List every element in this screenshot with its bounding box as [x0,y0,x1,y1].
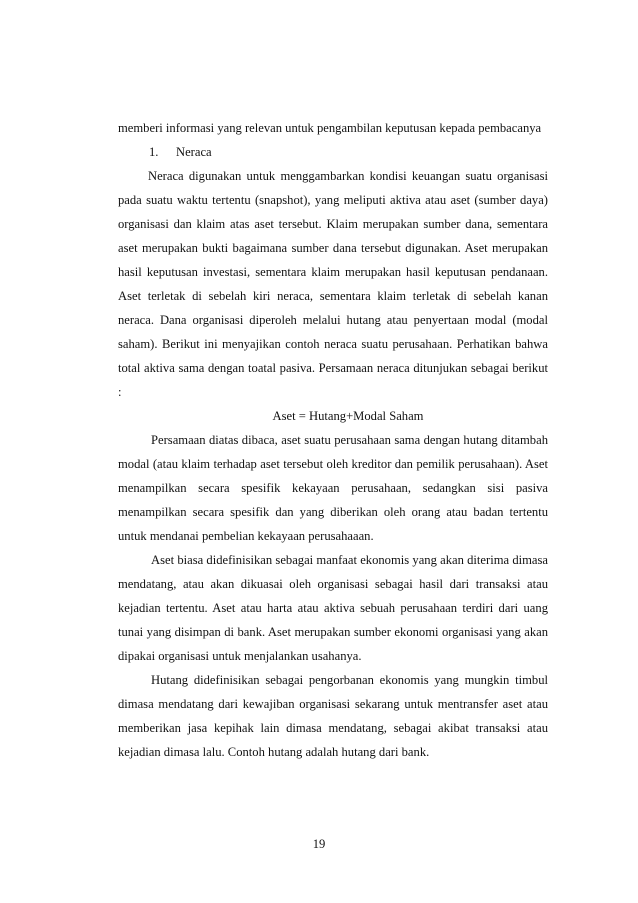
section-title: Neraca [176,145,212,159]
body-text [118,116,548,764]
page-number: 19 [312,837,326,851]
paragraph-hutang: Hutang didefinisikan sebagai pengorbanan ekonomis yang mungkin timbul dimasa mendatang dari kewajiban organisasi sekarang untuk mentransfer aset atau memberikan jasa kepihak lain dimasa mendatang, sebagai akibat transaksi atau kejadian dimasa lalu. Contoh hutang adalah hutang dari bank. [118,673,548,759]
section-number: 1. [149,145,159,159]
paragraph-aset: Aset biasa didefinisikan sebagai manfaat ekonomis yang akan diterima dimasa mendatang, atau akan dikuasai oleh organisasi sebagai hasil dari transaksi atau kejadian tertentu. Aset atau harta atau aktiva sebuah perusahaan terdiri dari uang tunai yang disimpan di bank. Aset merupakan sumber ekonomi organisasi yang akan dipakai organisasi untuk menjalankan usahanya. [118,553,548,663]
intro-paragraph: memberi informasi yang relevan untuk pengambilan keputusan kepada pembacanya [118,121,542,135]
paragraph-persamaan: Persamaan diatas dibaca, aset suatu perusahaan sama dengan hutang ditambah modal (atau klaim terhadap aset tersebut oleh kreditor dan pemilik perusahaan). Aset menampilkan secara spesifik kekayaan perusahaan, sedangkan sisi pasiva menampilkan secara spesifik dan yang diberikan oleh orang atau badan tertentu untuk mendanai pembelian kekayaan perusahaaan. [118,433,548,543]
paragraph-neraca: Neraca digunakan untuk menggambarkan kondisi keuangan suatu organisasi pada suatu waktu tertentu (snapshot), yang meliputi aktiva atau aset (sumber daya) organisasi dan klaim atas aset tersebut. Klaim merupakan sumber dana, sementara aset merupakan bukti bagaimana sumber dana tersebut digunakan. Aset merupakan hasil keputusan investasi, sementara klaim merupakan hasil keputusan pendanaan. Aset terletak di sebelah kiri neraca, sementara klaim terletak di sebelah kanan neraca. Dana organisasi diperoleh melalui hutang atau penyertaan modal (modal saham). Berikut ini menyajikan contoh neraca suatu perusahaan. Perhatikan bahwa total aktiva sama dengan toatal pasiva. Persamaan neraca ditunjukan sebagai berikut : [118,169,548,399]
balance-sheet-formula: Aset = Hutang+Modal Saham [272,409,424,423]
section-heading [118,140,548,164]
